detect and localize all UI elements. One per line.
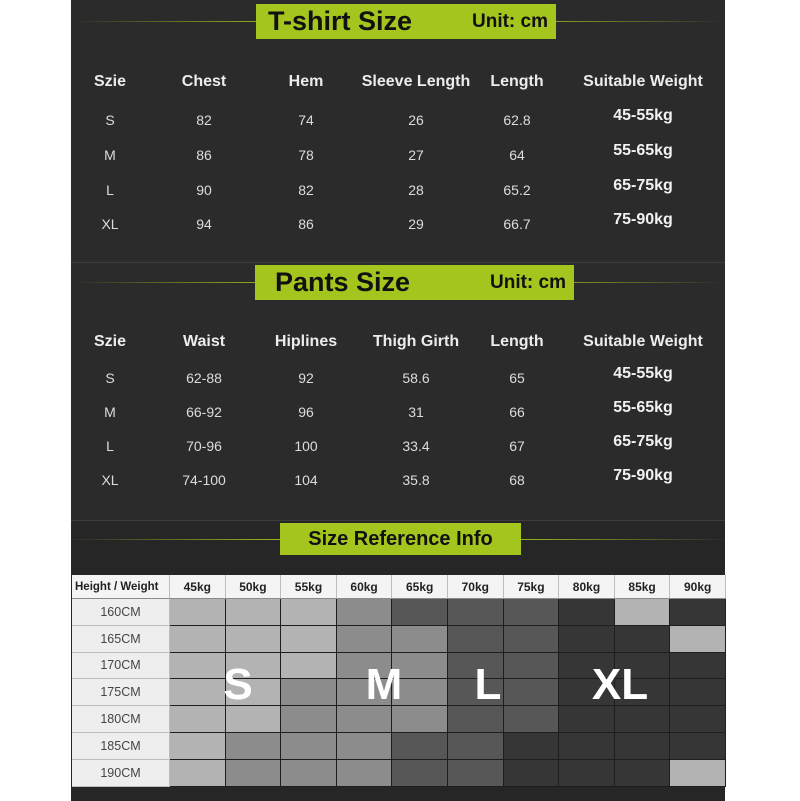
- tshirt-cell-r3-c2: 86: [298, 216, 314, 232]
- tshirt-cell-r2-c3: 28: [408, 182, 424, 198]
- size-cell-l: [448, 599, 504, 626]
- weight-header-85kg: 85kg: [615, 575, 671, 599]
- tshirt-header-3: Sleeve Length: [361, 73, 471, 90]
- size-cell-l: [392, 760, 448, 787]
- pants-cell-r3-c4: 68: [509, 472, 525, 488]
- tshirt-cell-r3-c4: 66.7: [503, 216, 531, 232]
- pants-cell-r3-c1: 74-100: [182, 472, 226, 488]
- pants-cell-r2-c1: 70-96: [186, 438, 222, 454]
- size-cell-xl: [670, 653, 726, 680]
- size-cell-s: [670, 760, 726, 787]
- tshirt-cell-r2-c5: 65-75kg: [613, 177, 673, 194]
- size-cell-l: [392, 733, 448, 760]
- tshirt-cell-r0-c0: S: [105, 112, 115, 128]
- pants-header-4: Length: [490, 333, 544, 350]
- weight-header-80kg: 80kg: [559, 575, 615, 599]
- tshirt-cell-r1-c1: 86: [196, 147, 212, 163]
- weight-header-60kg: 60kg: [337, 575, 393, 599]
- size-cell-xl: [615, 733, 671, 760]
- size-cell-s: [226, 599, 282, 626]
- tshirt-unit-label: Unit: cm: [472, 10, 548, 32]
- tshirt-cell-r1-c2: 78: [298, 147, 314, 163]
- size-reference-title: Size Reference Info: [280, 523, 521, 555]
- size-letter-l: L: [474, 660, 502, 709]
- pants-header-2: Hiplines: [274, 333, 338, 350]
- size-cell-s: [170, 653, 226, 680]
- tshirt-cell-r3-c3: 29: [408, 216, 424, 232]
- size-cell-m: [281, 760, 337, 787]
- size-cell-m: [337, 599, 393, 626]
- size-cell-s: [170, 626, 226, 653]
- height-label-175CM: 175CM: [72, 679, 170, 706]
- size-cell-xl: [670, 679, 726, 706]
- pants-cell-r0-c5: 45-55kg: [613, 365, 673, 382]
- size-cell-s: [170, 599, 226, 626]
- size-cell-xl: [670, 599, 726, 626]
- pants-header-0: Szie: [93, 333, 127, 350]
- size-cell-m: [226, 733, 282, 760]
- size-cell-xl: [559, 733, 615, 760]
- size-cell-l: [504, 626, 560, 653]
- size-cell-l: [504, 679, 560, 706]
- pants-header-1: Waist: [182, 333, 226, 350]
- pants-cell-r2-c2: 100: [294, 438, 318, 454]
- size-cell-xl: [559, 599, 615, 626]
- tshirt-header-2: Hem: [288, 73, 324, 90]
- size-cell-s: [281, 599, 337, 626]
- size-cell-xl: [670, 733, 726, 760]
- size-cell-m: [281, 679, 337, 706]
- height-label-185CM: 185CM: [72, 733, 170, 760]
- pants-cell-r0-c2: 92: [298, 370, 314, 386]
- pants-cell-r0-c1: 62-88: [186, 370, 222, 386]
- tshirt-cell-r1-c0: M: [104, 147, 116, 163]
- size-cell-s: [670, 626, 726, 653]
- pants-cell-r3-c0: XL: [101, 472, 119, 488]
- tshirt-cell-r2-c4: 65.2: [503, 182, 531, 198]
- size-cell-s: [281, 653, 337, 680]
- size-cell-l: [504, 599, 560, 626]
- size-cell-l: [392, 599, 448, 626]
- height-label-170CM: 170CM: [72, 653, 170, 680]
- tshirt-header-0: Szie: [93, 73, 127, 90]
- pants-unit-label: Unit: cm: [490, 271, 566, 293]
- pants-header-3: Thigh Girth: [372, 333, 460, 350]
- pants-size-title: Pants Size: [275, 267, 411, 297]
- weight-header-75kg: 75kg: [504, 575, 560, 599]
- tshirt-cell-r0-c1: 82: [196, 112, 212, 128]
- tshirt-cell-r1-c3: 27: [408, 147, 424, 163]
- weight-header-65kg: 65kg: [392, 575, 448, 599]
- pants-cell-r2-c3: 33.4: [402, 438, 430, 454]
- size-letter-xl: XL: [591, 660, 649, 709]
- weight-header-50kg: 50kg: [226, 575, 282, 599]
- size-cell-s: [170, 733, 226, 760]
- tshirt-cell-r0-c2: 74: [298, 112, 314, 128]
- tshirt-cell-r2-c2: 82: [298, 182, 314, 198]
- height-label-190CM: 190CM: [72, 760, 170, 787]
- size-cell-xl: [559, 760, 615, 787]
- size-cell-m: [337, 733, 393, 760]
- tshirt-cell-r3-c5: 75-90kg: [613, 211, 673, 228]
- height-label-165CM: 165CM: [72, 626, 170, 653]
- tshirt-cell-r2-c1: 90: [196, 182, 212, 198]
- pants-cell-r3-c3: 35.8: [402, 472, 430, 488]
- height-label-160CM: 160CM: [72, 599, 170, 626]
- size-cell-xl: [615, 626, 671, 653]
- pants-header-5: Suitable Weight: [583, 333, 703, 350]
- size-cell-m: [392, 626, 448, 653]
- size-cell-xl: [559, 626, 615, 653]
- pants-cell-r1-c5: 55-65kg: [613, 399, 673, 416]
- pants-cell-r1-c0: M: [104, 404, 116, 420]
- pants-cell-r1-c3: 31: [408, 404, 424, 420]
- pants-cell-r3-c5: 75-90kg: [613, 467, 673, 484]
- size-cell-s: [170, 679, 226, 706]
- size-cell-s: [226, 626, 282, 653]
- tshirt-cell-r2-c0: L: [106, 182, 114, 198]
- pants-cell-r0-c0: S: [105, 370, 115, 386]
- tshirt-header-1: Chest: [181, 73, 227, 90]
- size-cell-s: [170, 706, 226, 733]
- pants-cell-r2-c4: 67: [509, 438, 525, 454]
- weight-header-90kg: 90kg: [670, 575, 726, 599]
- size-letter-s: S: [223, 660, 253, 709]
- size-letter-m: M: [365, 660, 403, 709]
- size-cell-xl: [615, 706, 671, 733]
- pants-size-banner: [255, 265, 574, 300]
- size-cell-xl: [559, 706, 615, 733]
- pants-cell-r1-c4: 66: [509, 404, 525, 420]
- tshirt-size-title: T-shirt Size: [268, 6, 413, 36]
- pants-cell-r3-c2: 104: [294, 472, 318, 488]
- size-cell-l: [448, 760, 504, 787]
- size-cell-m: [337, 626, 393, 653]
- size-cell-m: [392, 706, 448, 733]
- tshirt-cell-r3-c1: 94: [196, 216, 212, 232]
- size-cell-m: [226, 760, 282, 787]
- size-cell-xl: [504, 733, 560, 760]
- tshirt-cell-r0-c3: 26: [408, 112, 424, 128]
- size-cell-l: [448, 733, 504, 760]
- weight-header-70kg: 70kg: [448, 575, 504, 599]
- tshirt-cell-r3-c0: XL: [101, 216, 119, 232]
- size-cell-l: [448, 626, 504, 653]
- height-label-180CM: 180CM: [72, 706, 170, 733]
- pants-cell-r1-c1: 66-92: [186, 404, 222, 420]
- pants-cell-r0-c3: 58.6: [402, 370, 430, 386]
- size-cell-xl: [670, 706, 726, 733]
- tshirt-cell-r0-c5: 45-55kg: [613, 107, 673, 124]
- size-cell-m: [281, 706, 337, 733]
- size-cell-s: [170, 760, 226, 787]
- size-cell-s: [615, 599, 671, 626]
- tshirt-cell-r1-c5: 55-65kg: [613, 142, 673, 159]
- weight-header-45kg: 45kg: [170, 575, 226, 599]
- pants-cell-r0-c4: 65: [509, 370, 525, 386]
- tshirt-cell-r1-c4: 64: [509, 147, 525, 163]
- size-cell-l: [504, 653, 560, 680]
- size-cell-m: [337, 706, 393, 733]
- size-cell-s: [281, 626, 337, 653]
- size-cell-xl: [615, 760, 671, 787]
- tshirt-cell-r0-c4: 62.8: [503, 112, 531, 128]
- size-cell-l: [504, 706, 560, 733]
- size-cell-xl: [504, 760, 560, 787]
- tshirt-header-4: Length: [490, 73, 544, 90]
- size-cell-s: [226, 706, 282, 733]
- grid-corner-label: Height / Weight: [72, 575, 170, 599]
- size-cell-m: [337, 760, 393, 787]
- pants-cell-r2-c5: 65-75kg: [613, 433, 673, 450]
- tshirt-header-5: Suitable Weight: [583, 73, 703, 90]
- tshirt-size-banner: [256, 4, 556, 39]
- pants-cell-r1-c2: 96: [298, 404, 314, 420]
- size-cell-l: [448, 706, 504, 733]
- weight-header-55kg: 55kg: [281, 575, 337, 599]
- pants-cell-r2-c0: L: [106, 438, 114, 454]
- size-cell-m: [281, 733, 337, 760]
